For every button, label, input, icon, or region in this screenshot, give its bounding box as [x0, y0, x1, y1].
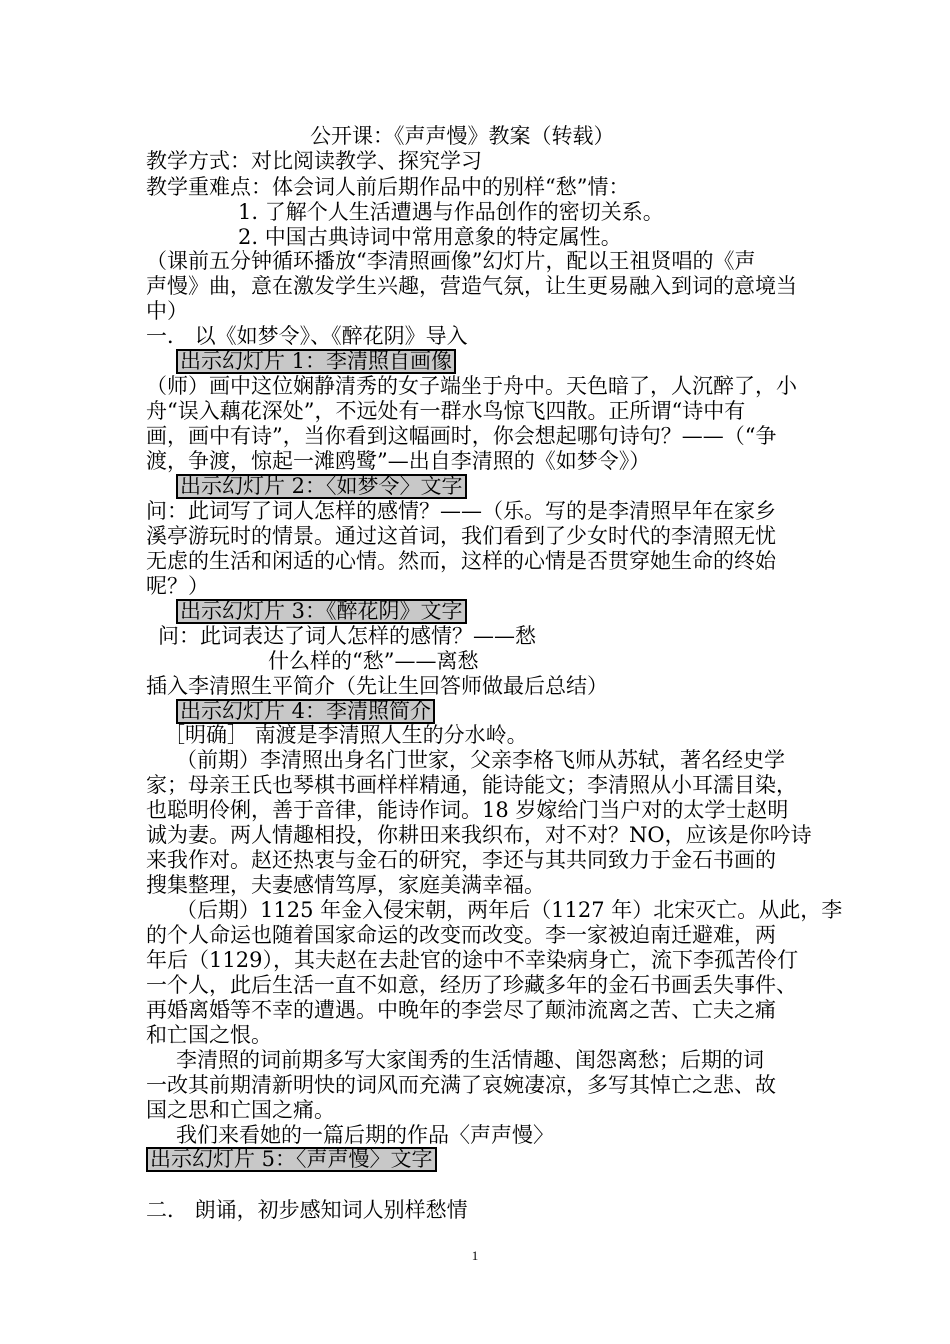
- paragraph-line: 画，画中有诗”，当你看到这幅画时，你会想起哪句诗句？——（“争: [146, 424, 777, 448]
- focus-item-2: 2. 中国古典诗词中常用意象的特定属性。: [238, 225, 622, 249]
- document-title: 公开课：《声声慢》教案（转载）: [310, 124, 615, 148]
- slide-label-2: 出示幻灯片 2：〈如梦令〉文字: [176, 474, 467, 499]
- focus-item-1: 1. 了解个人生活遭遇与作品创作的密切关系。: [238, 200, 664, 224]
- question-line: 什么样的“愁”——离愁: [268, 649, 479, 673]
- paragraph-line: 再婚离婚等不幸的遭遇。中晚年的李尝尽了颠沛流离之苦、亡夫之痛: [146, 998, 776, 1022]
- section-heading-1: 一． 以《如梦令》、《醉花阴》导入: [146, 324, 468, 348]
- paragraph-line: 年后（1129），其夫赵在去赴官的途中不幸染病身亡，流下李孤苦伶仃: [146, 948, 798, 972]
- teaching-method: 教学方式：对比阅读教学、探究学习: [146, 149, 482, 173]
- paragraph-line: 诚为妻。两人情趣相投，你耕田来我织布，对不对？NO，应该是你吟诗: [146, 823, 812, 847]
- paragraph-line: 一改其前期清新明快的词风而充满了哀婉凄凉，多写其悼亡之悲、故: [146, 1073, 776, 1097]
- intro-note-line: （课前五分钟循环播放“李清照画像”幻灯片，配以王祖贤唱的《声: [146, 249, 756, 273]
- paragraph-line: 家；母亲王氏也琴棋书画样样精通，能诗能文；李清照从小耳濡目染，: [146, 773, 797, 797]
- paragraph-line: （师）画中这位娴静清秀的女子端坐于舟中。天色暗了，人沉醉了，小: [146, 374, 797, 398]
- paragraph-line: 溪亭游玩时的情景。通过这首词，我们看到了少女时代的李清照无忧: [146, 524, 776, 548]
- paragraph-line: 舟“误入藕花深处”，不远处有一群水鸟惊飞四散。正所谓“诗中有: [146, 399, 746, 423]
- paragraph-line: 也聪明伶俐，善于音律，能诗作词。18 岁嫁给门当户对的太学士赵明: [146, 798, 789, 822]
- page-number: 1: [471, 1248, 479, 1263]
- paragraph-line: 国之思和亡国之痛。: [146, 1098, 335, 1122]
- intro-note-line: 声慢》曲，意在激发学生兴趣，营造气氛，让生更易融入到词的意境当: [146, 274, 797, 298]
- question-line: 问：此词表达了词人怎样的感情？——愁: [158, 624, 536, 648]
- paragraph-line: 我们来看她的一篇后期的作品〈声声慢〉: [176, 1123, 554, 1147]
- paragraph-line: 的个人命运也随着国家命运的改变而改变。李一家被迫南迁避难，两: [146, 923, 776, 947]
- paragraph-line: 和亡国之恨。: [146, 1023, 272, 1047]
- paragraph-line: 搜集整理，夫妻感情笃厚，家庭美满幸福。: [146, 873, 545, 897]
- paragraph-line: 李清照的词前期多写大家闺秀的生活情趣、闺怨离愁；后期的词: [176, 1048, 764, 1072]
- paragraph-line: 一个人，此后生活一直不如意，经历了珍藏多年的金石书画丢失事件、: [146, 973, 797, 997]
- paragraph-line: 无虑的生活和闲适的心情。然而，这样的心情是否贯穿她生命的终始: [146, 549, 776, 573]
- paragraph-line: （前期）李清照出身名门世家，父亲李格飞师从苏轼，著名经史学: [176, 748, 785, 772]
- slide-label-3: 出示幻灯片 3：《醉花阴》文字: [176, 599, 467, 624]
- intro-note-line: 中）: [146, 299, 188, 323]
- paragraph-line: 问：此词写了词人怎样的感情？——（乐。写的是李清照早年在家乡: [146, 499, 776, 523]
- teaching-focus: 教学重难点：体会词人前后期作品中的别样“愁”情：: [146, 175, 630, 199]
- section-heading-2: 二． 朗诵，初步感知词人别样愁情: [146, 1198, 468, 1222]
- slide-label-1: 出示幻灯片 1：李清照自画像: [176, 349, 456, 374]
- slide-label-5: 出示幻灯片 5：〈声声慢〉文字: [146, 1147, 437, 1172]
- clarify-line: ［明确］ 南渡是李清照人生的分水岭。: [164, 723, 528, 747]
- paragraph-line: 呢？）: [146, 574, 209, 598]
- paragraph-line: 渡，争渡，惊起一滩鸥鹭”—出自李清照的《如梦令》）: [146, 449, 651, 473]
- paragraph-line: （后期）1125 年金入侵宋朝，两年后（1127 年）北宋灭亡。从此，李: [176, 898, 843, 922]
- insert-note: 插入李清照生平简介（先让生回答师做最后总结）: [146, 674, 608, 698]
- paragraph-line: 来我作对。赵还热衷与金石的研究，李还与其共同致力于金石书画的: [146, 848, 776, 872]
- slide-label-4: 出示幻灯片 4：李清照简介: [176, 699, 435, 724]
